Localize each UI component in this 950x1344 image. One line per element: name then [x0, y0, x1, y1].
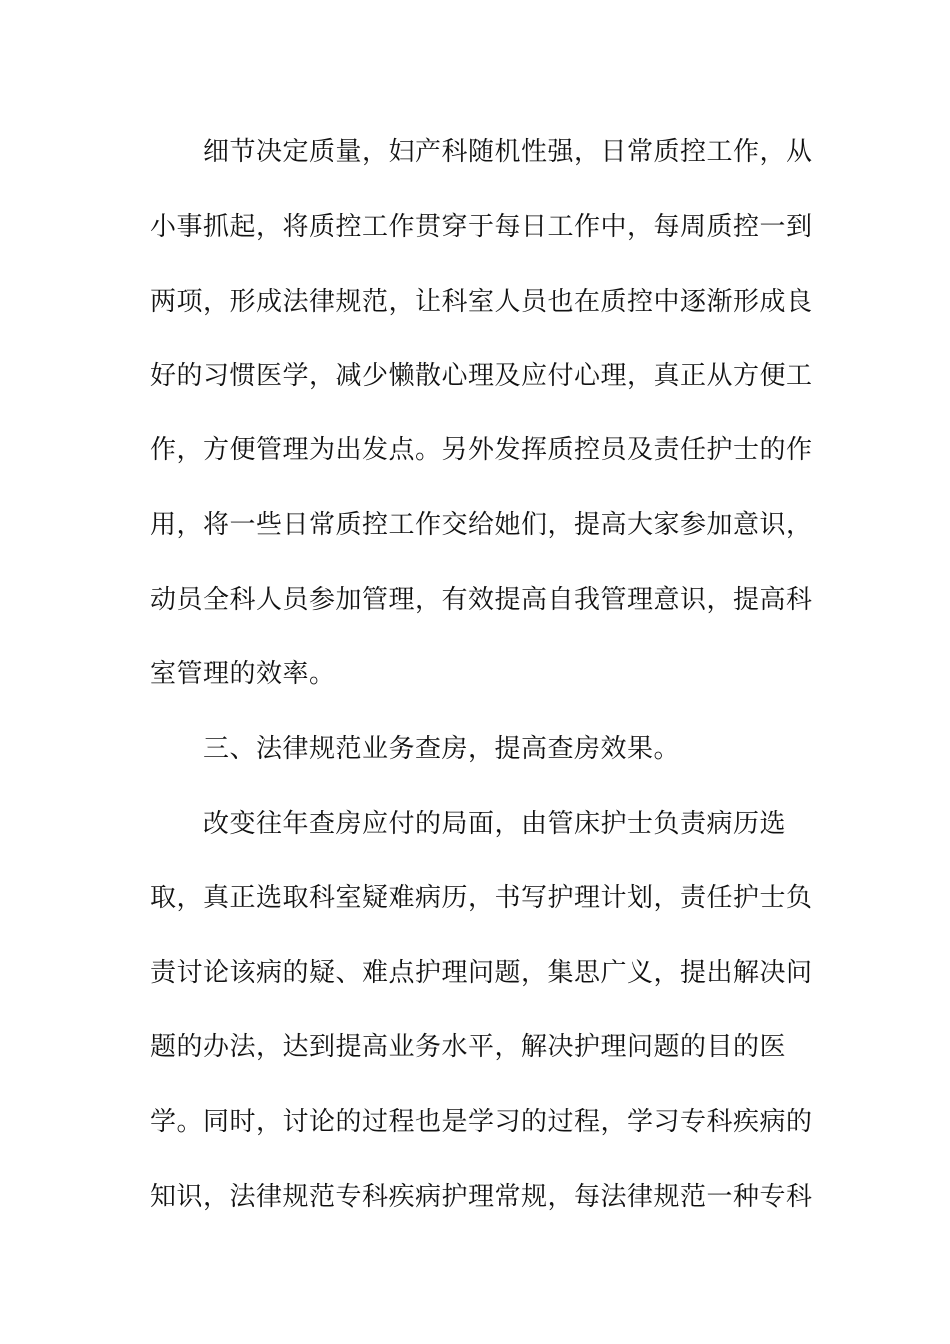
text-line: 知识，法律规范专科疾病护理常规，每法律规范一种专科 — [150, 1182, 813, 1212]
text-line: 小事抓起，将质控工作贯穿于每日工作中，每周质控一到 — [150, 212, 813, 242]
text-line: 学。同时，讨论的过程也是学习的过程，学习专科疾病的 — [150, 1107, 813, 1137]
text-line: 动员全科人员参加管理，有效提高自我管理意识，提高科 — [150, 585, 813, 615]
text-line: 责讨论该病的疑、难点护理问题，集思广义，提出解决问 — [150, 958, 813, 988]
text-line: 题的办法，达到提高业务水平，解决护理问题的目的医 — [150, 1032, 787, 1062]
text-line: 细节决定质量，妇产科随机性强，日常质控工作，从 — [203, 137, 813, 167]
section-heading: 三、法律规范业务查房，提高查房效果。 — [203, 734, 681, 764]
text-line: 取，真正选取科室疑难病历，书写护理计划，责任护士负 — [150, 883, 813, 913]
text-line: 好的习惯医学，减少懒散心理及应付心理，真正从方便工 — [150, 361, 813, 391]
text-line: 用，将一些日常质控工作交给她们，提高大家参加意识， — [150, 510, 813, 540]
text-line: 改变往年查房应付的局面，由管床护士负责病历选 — [203, 809, 787, 839]
text-line: 室管理的效率。 — [150, 659, 336, 689]
text-line: 两项，形成法律规范，让科室人员也在质控中逐渐形成良 — [150, 287, 813, 317]
text-line: 作，方便管理为出发点。另外发挥质控员及责任护士的作 — [150, 435, 813, 465]
